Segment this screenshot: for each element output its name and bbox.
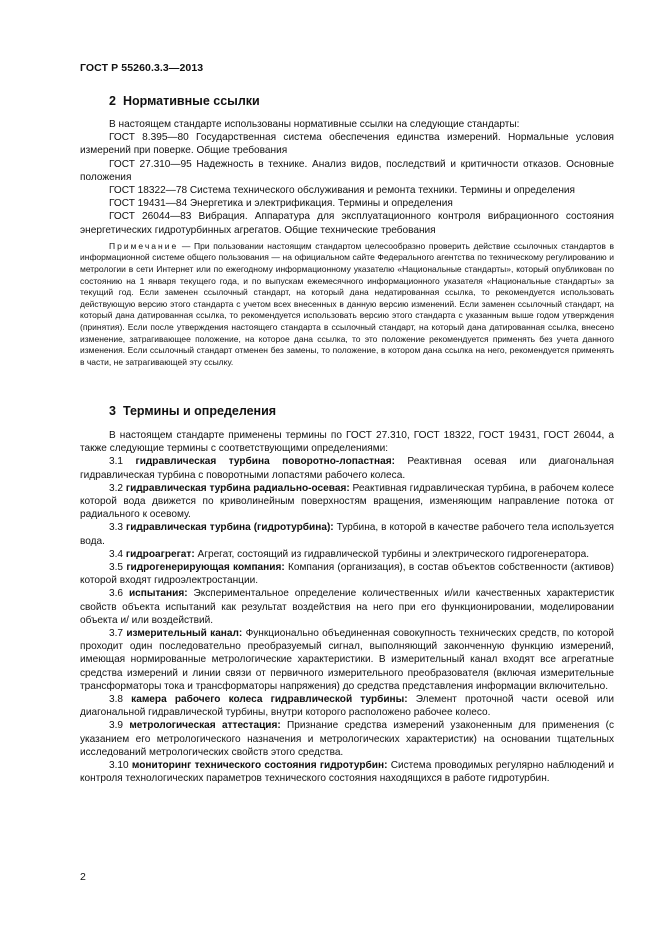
term-name: камера рабочего колеса гидравлической турбины: [131,694,408,706]
section-3-heading [109,404,276,418]
term-text: Функционально объединенная совокупность технических средств, по которой проходит один последовательно преобразуемый сигнал, выполняющий законченную функцию измерений, имеющая нормированные метрологические характеристики. В измерительный канал входят все агрегатные средства измерений и линии связи от первичного измерительного преобразователя (включая измерительные трансформаторы тока и трансформаторы напряжения) до средства представления информации включительно. [80,628,614,692]
term-name: гидравлическая турбина радиально-осевая: [125,482,350,494]
section-title: Термины и определения [122,404,277,418]
normative-reference: ГОСТ 19431—84 Энергетика и электрификация. Термины и определения [109,198,453,210]
term-definition [80,482,614,522]
term-number: 3.3 [109,522,124,534]
term-name: измерительный канал: [126,628,243,640]
note-text: — При пользовании настоящим стандартом целесообразно проверить действие ссылочных стандартов в информационной системе общего пользования — на официальном сайте Федерального агентства по техническому регулированию и метрологии в сети Интернет или по ежегодному информационному указателю «Национальные стандарты», который опубликован по состоянию на 1 января текущего года, и по выпускам ежемесячного информационного указателя «Национальные стандарты» за текущий год. Если заменен ссылочный стандарт, на который дана недатированная ссылка, то рекомендуется использовать действующую версию этого стандарта с учетом всех внесенных в данную версию изменений. Если заменен ссылочный стандарт, на который дана датированная ссылка, то рекомендуется использовать версию этого стандарта с указанным выше годом утверждения (принятия). Если после утверждения настоящего стандарта в ссылочный стандарт, на который дана датированная ссылка, внесено изменение, затрагивающее положение, на которое дана ссылка, то это положение рекомендуется применять без учета данного изменения. Если ссылочный стандарт отменен без замены, то положение, в котором дана ссылка на него, рекомендуется применять в части, не затрагивающей эту ссылку. [80,240,614,367]
normative-reference: ГОСТ 8.395—80 Государственная система обеспечения единства измерений. Нормальные условия измерений при поверке. Общие требования [80,132,614,157]
term-text: Система проводимых регулярно наблюдений и контроля технологических параметров технического состояния находящихся в работе гидротурбин. [80,760,614,785]
normative-reference: ГОСТ 18322—78 Система технического обслуживания и ремонта техники. Термины и определения [109,185,576,197]
section-2-intro: В настоящем стандарте использованы нормативные ссылки на следующие стандарты: [109,119,520,130]
term-number: 3.5 [109,562,124,574]
term-number: 3.7 [109,628,124,640]
note-label: Примечание [109,240,179,251]
section-number: 3 [109,404,116,418]
page-number: 2 [80,871,86,883]
term-text: Реактивная гидравлическая турбина, в рабочем колесе которой вода движется по криволинейным поверхностям вращения, изменяющим направление потока от радиального к осевому. [80,482,614,521]
term-name: гидроагрегат: [125,548,195,560]
term-name: мониторинг технического состояния гидротурбин: [131,760,388,772]
term-name: гидравлическая турбина (гидротурбина): [126,522,334,534]
term-number: 3.8 [109,694,124,706]
term-name: метрологическая аттестация: [129,720,281,732]
term-definition [80,587,614,627]
term-text: Агрегат, состоящий из гидравлической турбины и электрического гидрогенератора. [194,548,590,560]
term-text: Признание средства измерений узаконенным для применения (с указанием его метрологического назначения и метрологических характеристик) на основании тщательных исследований метрологических свойств этого средства. [80,720,614,758]
term-definition [80,759,614,785]
standard-code-header: ГОСТ Р 55260.3.3—2013 [80,62,204,74]
term-number: 3.9 [109,720,124,732]
section-2-body [80,118,614,368]
term-text: Экспериментальное определение количественных и/или качественных характеристик свойств объекта испытаний как результат воздействия на него при его функционировании, моделировании объекта и/ или воздействий. [80,588,614,626]
term-text: Элемент проточной части осевой или диагональной гидравлической турбины, внутри которого расположено рабочее колесо. [80,694,614,719]
normative-reference: ГОСТ 26044—83 Вибрация. Аппаратура для эксплуатационного контроля вибрационного состояния энергетических гидротурбинных агрегатов. Общие технические требования [80,211,614,236]
term-text: Турбина, в которой в качестве рабочего тела используется вода. [80,522,614,547]
terms-list [80,455,614,785]
section-3-body [80,429,614,785]
section-title: Нормативные ссылки [122,94,260,108]
term-number: 3.2 [109,482,124,494]
term-text: Реактивная осевая или диагональная гидравлическая турбина с поворотными лопастями рабочего колеса. [80,456,615,481]
term-text: Компания (организация), в состав объектов собственности (активов) которой входят гидроэлектростанции. [80,562,614,587]
section-2-heading [109,94,260,108]
term-definition [80,561,614,587]
term-definition [80,521,614,547]
section-3-intro: В настоящем стандарте применены термины по ГОСТ 27.310, ГОСТ 18322, ГОСТ 19431, ГОСТ 26044, а также следующие термины с соответствующими определениями: [80,430,614,455]
term-number: 3.6 [109,588,124,600]
term-definition [80,693,614,719]
term-definition [80,455,614,481]
term-definition [80,548,614,561]
term-name: гидравлическая турбина поворотно-лопастная: [135,456,395,468]
term-name: испытания: [128,588,188,600]
term-name: гидрогенерирующая компания: [126,562,285,574]
term-definition [80,719,614,759]
term-number: 3.10 [109,760,129,772]
section-number: 2 [109,94,116,108]
note-paragraph [80,241,614,369]
term-definition [80,627,614,693]
term-number: 3.4 [109,548,124,560]
normative-reference: ГОСТ 27.310—95 Надежность в технике. Анализ видов, последствий и критичности отказов. Основные положения [80,158,614,183]
term-number: 3.1 [109,456,124,468]
